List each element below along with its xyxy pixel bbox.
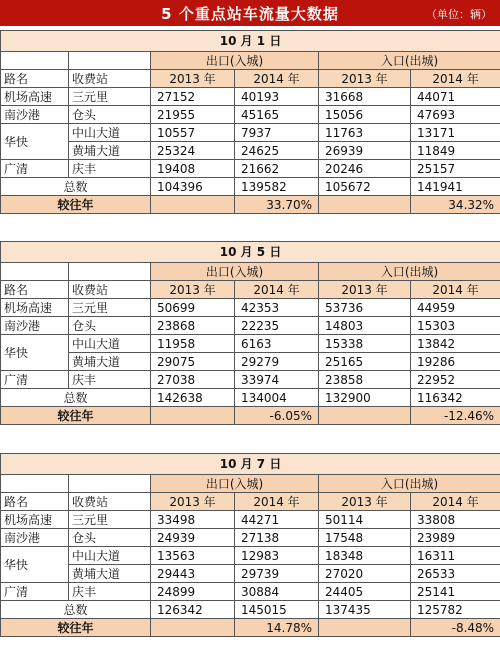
traffic-count: 15303 bbox=[411, 317, 500, 335]
year-2014-header: 2014 年 bbox=[235, 70, 319, 88]
compare-label: 较往年 bbox=[1, 196, 151, 214]
traffic-count: 17548 bbox=[319, 529, 411, 547]
table-row bbox=[1, 124, 500, 142]
total-count: 137435 bbox=[319, 601, 411, 619]
exit-group-header: 出口(入城) bbox=[151, 263, 319, 281]
traffic-table-2 bbox=[0, 241, 500, 425]
station-name: 庆丰 bbox=[69, 160, 151, 178]
total-label: 总数 bbox=[1, 389, 151, 407]
traffic-count: 11958 bbox=[151, 335, 235, 353]
road-name: 机场高速 bbox=[1, 299, 69, 317]
traffic-count: 7937 bbox=[235, 124, 319, 142]
station-name: 庆丰 bbox=[69, 583, 151, 601]
year-2013-header: 2013 年 bbox=[151, 70, 235, 88]
entry-group-header: 入口(出城) bbox=[319, 263, 500, 281]
traffic-table-1 bbox=[0, 30, 500, 214]
traffic-count: 6163 bbox=[235, 335, 319, 353]
blank-cell bbox=[151, 407, 235, 425]
compare-entry-value: -8.48% bbox=[411, 619, 500, 637]
year-2014-header: 2014 年 bbox=[411, 70, 500, 88]
traffic-count: 24939 bbox=[151, 529, 235, 547]
traffic-count: 21955 bbox=[151, 106, 235, 124]
traffic-count: 12983 bbox=[235, 547, 319, 565]
traffic-count: 29075 bbox=[151, 353, 235, 371]
traffic-count: 40193 bbox=[235, 88, 319, 106]
traffic-count: 26533 bbox=[411, 565, 500, 583]
station-name: 仓头 bbox=[69, 529, 151, 547]
traffic-count: 33808 bbox=[411, 511, 500, 529]
road-name: 南沙港 bbox=[1, 317, 69, 335]
total-count: 132900 bbox=[319, 389, 411, 407]
traffic-count: 20246 bbox=[319, 160, 411, 178]
traffic-count: 18348 bbox=[319, 547, 411, 565]
exit-group-header: 出口(入城) bbox=[151, 475, 319, 493]
total-count: 142638 bbox=[151, 389, 235, 407]
compare-exit-value: 14.78% bbox=[235, 619, 319, 637]
station-name: 仓头 bbox=[69, 106, 151, 124]
traffic-count: 24899 bbox=[151, 583, 235, 601]
table-row bbox=[1, 565, 500, 583]
total-row bbox=[1, 389, 500, 407]
traffic-count: 29443 bbox=[151, 565, 235, 583]
compare-row bbox=[1, 407, 500, 425]
blank-cell bbox=[1, 52, 69, 70]
station-name: 中山大道 bbox=[69, 547, 151, 565]
traffic-count: 11849 bbox=[411, 142, 500, 160]
traffic-count: 23868 bbox=[151, 317, 235, 335]
station-name: 中山大道 bbox=[69, 335, 151, 353]
station-name: 三元里 bbox=[69, 511, 151, 529]
traffic-count: 15338 bbox=[319, 335, 411, 353]
traffic-count: 26939 bbox=[319, 142, 411, 160]
year-2013-header: 2013 年 bbox=[151, 281, 235, 299]
blank-cell bbox=[69, 263, 151, 281]
total-count: 141941 bbox=[411, 178, 500, 196]
blank-cell bbox=[69, 52, 151, 70]
table-row bbox=[1, 160, 500, 178]
traffic-count: 23858 bbox=[319, 371, 411, 389]
station-name: 黄埔大道 bbox=[69, 353, 151, 371]
traffic-count: 13842 bbox=[411, 335, 500, 353]
total-count: 116342 bbox=[411, 389, 500, 407]
traffic-count: 16311 bbox=[411, 547, 500, 565]
blank-cell bbox=[151, 196, 235, 214]
traffic-count: 19408 bbox=[151, 160, 235, 178]
compare-exit-value: 33.70% bbox=[235, 196, 319, 214]
table-row bbox=[1, 371, 500, 389]
total-count: 139582 bbox=[235, 178, 319, 196]
road-name: 广清 bbox=[1, 583, 69, 601]
traffic-count: 53736 bbox=[319, 299, 411, 317]
compare-entry-value: -12.46% bbox=[411, 407, 500, 425]
road-column-header: 路名 bbox=[1, 70, 69, 88]
road-name: 华快 bbox=[1, 547, 69, 583]
traffic-count: 22952 bbox=[411, 371, 500, 389]
traffic-count: 24405 bbox=[319, 583, 411, 601]
table-date: 10 月 5 日 bbox=[1, 242, 500, 263]
traffic-count: 25324 bbox=[151, 142, 235, 160]
total-label: 总数 bbox=[1, 601, 151, 619]
total-label: 总数 bbox=[1, 178, 151, 196]
compare-exit-value: -6.05% bbox=[235, 407, 319, 425]
traffic-count: 47693 bbox=[411, 106, 500, 124]
year-2014-header: 2014 年 bbox=[235, 281, 319, 299]
station-name: 黄埔大道 bbox=[69, 142, 151, 160]
station-column-header: 收费站 bbox=[69, 493, 151, 511]
road-name: 机场高速 bbox=[1, 511, 69, 529]
total-count: 134004 bbox=[235, 389, 319, 407]
traffic-count: 27138 bbox=[235, 529, 319, 547]
road-name: 广清 bbox=[1, 371, 69, 389]
compare-row bbox=[1, 196, 500, 214]
blank-cell bbox=[319, 407, 411, 425]
year-2013-header: 2013 年 bbox=[319, 493, 411, 511]
road-column-header: 路名 bbox=[1, 493, 69, 511]
road-name: 南沙港 bbox=[1, 529, 69, 547]
traffic-count: 44071 bbox=[411, 88, 500, 106]
traffic-count: 27152 bbox=[151, 88, 235, 106]
table-row bbox=[1, 335, 500, 353]
traffic-count: 25141 bbox=[411, 583, 500, 601]
table-date: 10 月 7 日 bbox=[1, 454, 500, 475]
blank-cell bbox=[1, 475, 69, 493]
station-name: 黄埔大道 bbox=[69, 565, 151, 583]
year-2013-header: 2013 年 bbox=[319, 70, 411, 88]
traffic-count: 50699 bbox=[151, 299, 235, 317]
traffic-count: 21662 bbox=[235, 160, 319, 178]
total-count: 125782 bbox=[411, 601, 500, 619]
blank-cell bbox=[151, 619, 235, 637]
traffic-count: 45165 bbox=[235, 106, 319, 124]
traffic-count: 24625 bbox=[235, 142, 319, 160]
station-name: 三元里 bbox=[69, 299, 151, 317]
title-banner bbox=[0, 0, 500, 26]
traffic-count: 44959 bbox=[411, 299, 500, 317]
station-column-header: 收费站 bbox=[69, 70, 151, 88]
traffic-count: 27020 bbox=[319, 565, 411, 583]
station-column-header: 收费站 bbox=[69, 281, 151, 299]
traffic-count: 44271 bbox=[235, 511, 319, 529]
table-row bbox=[1, 583, 500, 601]
traffic-count: 31668 bbox=[319, 88, 411, 106]
blank-cell bbox=[319, 196, 411, 214]
traffic-count: 14803 bbox=[319, 317, 411, 335]
traffic-count: 13171 bbox=[411, 124, 500, 142]
total-count: 126342 bbox=[151, 601, 235, 619]
total-count: 104396 bbox=[151, 178, 235, 196]
traffic-count: 13563 bbox=[151, 547, 235, 565]
road-name: 广清 bbox=[1, 160, 69, 178]
compare-entry-value: 34.32% bbox=[411, 196, 500, 214]
road-name: 华快 bbox=[1, 124, 69, 160]
table-row bbox=[1, 547, 500, 565]
total-count: 105672 bbox=[319, 178, 411, 196]
traffic-count: 27038 bbox=[151, 371, 235, 389]
table-row bbox=[1, 106, 500, 124]
road-name: 机场高速 bbox=[1, 88, 69, 106]
traffic-count: 22235 bbox=[235, 317, 319, 335]
table-row bbox=[1, 511, 500, 529]
total-row bbox=[1, 601, 500, 619]
traffic-count: 30884 bbox=[235, 583, 319, 601]
compare-label: 较往年 bbox=[1, 407, 151, 425]
traffic-count: 33498 bbox=[151, 511, 235, 529]
blank-cell bbox=[1, 263, 69, 281]
compare-label: 较往年 bbox=[1, 619, 151, 637]
traffic-table-3 bbox=[0, 453, 500, 637]
table-row bbox=[1, 88, 500, 106]
blank-cell bbox=[69, 475, 151, 493]
traffic-count: 25165 bbox=[319, 353, 411, 371]
station-name: 三元里 bbox=[69, 88, 151, 106]
traffic-count: 23989 bbox=[411, 529, 500, 547]
unit-note: （单位：辆） bbox=[426, 8, 492, 21]
road-name: 南沙港 bbox=[1, 106, 69, 124]
year-2013-header: 2013 年 bbox=[151, 493, 235, 511]
year-2013-header: 2013 年 bbox=[319, 281, 411, 299]
entry-group-header: 入口(出城) bbox=[319, 52, 500, 70]
traffic-count: 15056 bbox=[319, 106, 411, 124]
traffic-count: 10557 bbox=[151, 124, 235, 142]
year-2014-header: 2014 年 bbox=[235, 493, 319, 511]
traffic-count: 29279 bbox=[235, 353, 319, 371]
road-column-header: 路名 bbox=[1, 281, 69, 299]
traffic-count: 19286 bbox=[411, 353, 500, 371]
total-row bbox=[1, 178, 500, 196]
traffic-count: 42353 bbox=[235, 299, 319, 317]
station-name: 庆丰 bbox=[69, 371, 151, 389]
total-count: 145015 bbox=[235, 601, 319, 619]
table-row bbox=[1, 317, 500, 335]
traffic-count: 50114 bbox=[319, 511, 411, 529]
station-name: 中山大道 bbox=[69, 124, 151, 142]
exit-group-header: 出口(入城) bbox=[151, 52, 319, 70]
page-title: 5 个重点站车流量大数据 bbox=[161, 5, 339, 23]
road-name: 华快 bbox=[1, 335, 69, 371]
station-name: 仓头 bbox=[69, 317, 151, 335]
table-row bbox=[1, 353, 500, 371]
table-row bbox=[1, 142, 500, 160]
blank-cell bbox=[319, 619, 411, 637]
traffic-count: 11763 bbox=[319, 124, 411, 142]
table-row bbox=[1, 299, 500, 317]
traffic-count: 25157 bbox=[411, 160, 500, 178]
table-row bbox=[1, 529, 500, 547]
compare-row bbox=[1, 619, 500, 637]
entry-group-header: 入口(出城) bbox=[319, 475, 500, 493]
year-2014-header: 2014 年 bbox=[411, 281, 500, 299]
traffic-count: 33974 bbox=[235, 371, 319, 389]
table-date: 10 月 1 日 bbox=[1, 31, 500, 52]
year-2014-header: 2014 年 bbox=[411, 493, 500, 511]
traffic-count: 29739 bbox=[235, 565, 319, 583]
